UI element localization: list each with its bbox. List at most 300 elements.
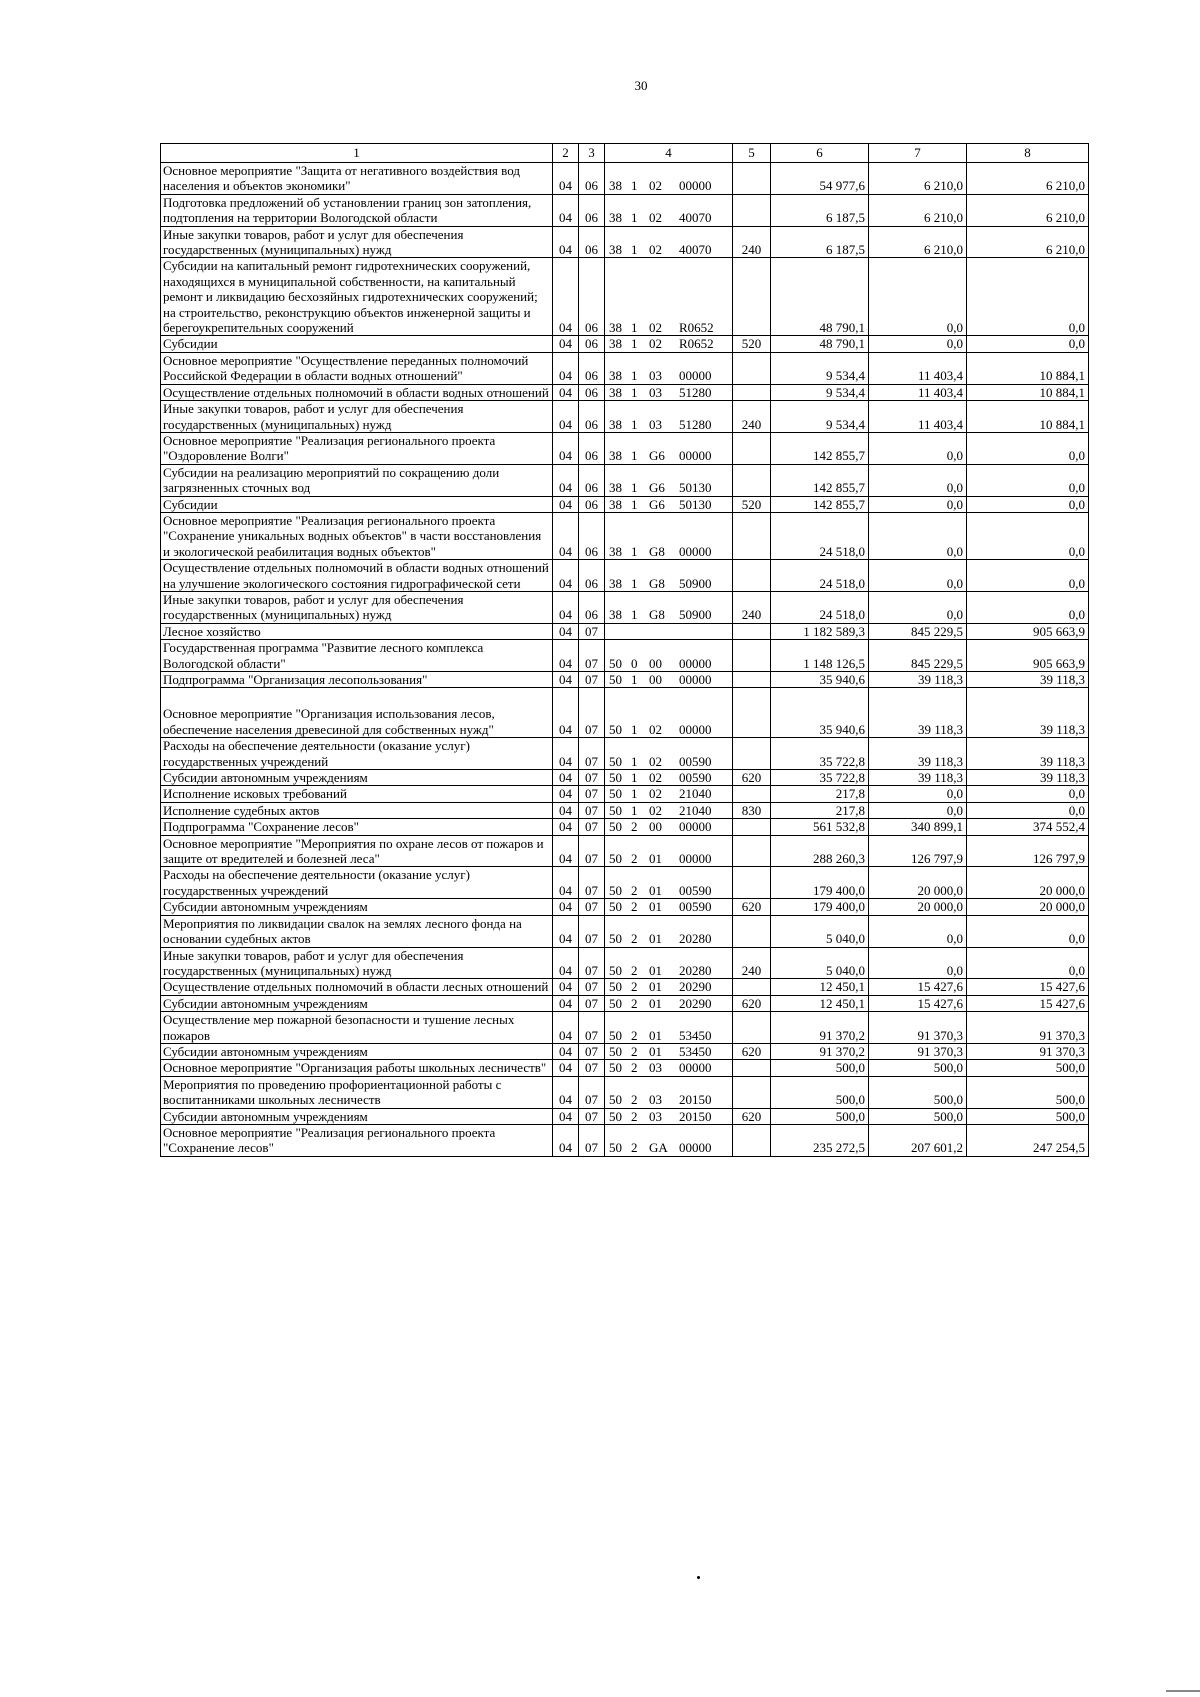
section-code: 04: [553, 786, 579, 802]
amount-col-8: 0,0: [967, 464, 1089, 496]
row-name: Расходы на обеспечение деятельности (оказание услуг) государственных учреждений: [161, 867, 553, 899]
amount-col-6: 1 182 589,3: [771, 623, 869, 639]
amount-col-8: 15 427,6: [967, 995, 1089, 1011]
row-name: Основное мероприятие "Защита от негативного воздействия вод населения и объектов экономики": [161, 163, 553, 195]
amount-col-7: 20 000,0: [869, 867, 967, 899]
target-article-code: [605, 899, 733, 915]
target-article-part-2: 2: [631, 962, 638, 978]
row-name: Субсидии: [161, 336, 553, 352]
section-code: 04: [553, 163, 579, 195]
subsection-code: 07: [579, 688, 605, 738]
target-article-code: [605, 688, 733, 738]
target-article-code: [605, 401, 733, 433]
amount-col-8: 0,0: [967, 560, 1089, 592]
target-article-part-4: 53450: [679, 1043, 712, 1059]
target-article-part-2: 1: [631, 770, 638, 786]
target-article-code: [605, 623, 733, 639]
amount-col-8: 500,0: [967, 1060, 1089, 1076]
amount-col-6: 142 855,7: [771, 496, 869, 512]
amount-col-7: 15 427,6: [869, 995, 967, 1011]
target-article-part-1: 50: [609, 721, 622, 737]
subsection-code: 06: [579, 464, 605, 496]
amount-col-8: 126 797,9: [967, 835, 1089, 867]
target-article-code: [605, 835, 733, 867]
expense-type-code: [733, 384, 771, 400]
subsection-code: 07: [579, 819, 605, 835]
amount-col-8: 39 118,3: [967, 672, 1089, 688]
target-article-part-3: 02: [649, 336, 662, 352]
subsection-code: 07: [579, 835, 605, 867]
section-code: 04: [553, 194, 579, 226]
target-article-part-1: 38: [609, 416, 622, 432]
table-row: [161, 352, 1089, 384]
expense-type-code: [733, 623, 771, 639]
target-article-part-3: 02: [649, 770, 662, 786]
expense-type-code: [733, 672, 771, 688]
subsection-code: 07: [579, 1108, 605, 1124]
amount-col-6: 35 722,8: [771, 770, 869, 786]
subsection-code: 07: [579, 899, 605, 915]
target-article-part-1: 38: [609, 480, 622, 496]
target-article-part-2: 1: [631, 368, 638, 384]
target-article-part-1: 38: [609, 210, 622, 226]
target-article-part-3: 02: [649, 721, 662, 737]
amount-col-7: 0,0: [869, 947, 967, 979]
target-article-part-4: 00000: [679, 672, 712, 687]
target-article-part-3: 03: [649, 1092, 662, 1108]
expense-type-code: [733, 560, 771, 592]
table-row: [161, 995, 1089, 1011]
table-row: [161, 496, 1089, 512]
subsection-code: 06: [579, 512, 605, 559]
row-name: Основное мероприятие "Реализация регионального проекта "Сохранение уникальных водных объектов" в части восстановления и экологической реабилитация водных объектов": [161, 512, 553, 559]
target-article-part-3: 00: [649, 672, 662, 687]
expense-type-code: [733, 1060, 771, 1076]
target-article-part-2: 1: [631, 242, 638, 258]
amount-col-6: 500,0: [771, 1108, 869, 1124]
expense-type-code: 520: [733, 336, 771, 352]
target-article-part-2: 2: [631, 819, 638, 835]
amount-col-8: 6 210,0: [967, 163, 1089, 195]
section-code: 04: [553, 512, 579, 559]
amount-col-6: 179 400,0: [771, 899, 869, 915]
section-code: 04: [553, 738, 579, 770]
target-article-code: [605, 640, 733, 672]
target-article-part-4: 50130: [679, 496, 712, 512]
page-number: 30: [634, 78, 648, 93]
target-article-part-3: 01: [649, 1043, 662, 1059]
target-article-part-1: 38: [609, 320, 622, 336]
expense-type-code: [733, 915, 771, 947]
subsection-code: 07: [579, 1060, 605, 1076]
table-row: [161, 770, 1089, 786]
budget-table: [160, 143, 1089, 1157]
row-name: Подпрограмма "Организация лесопользования": [161, 672, 553, 688]
target-article-code: [605, 258, 733, 336]
target-article-part-4: 20150: [679, 1108, 712, 1124]
section-code: 04: [553, 1076, 579, 1108]
target-article-part-1: 50: [609, 753, 622, 769]
target-article-part-3: 03: [649, 1108, 662, 1124]
expense-type-code: [733, 432, 771, 464]
expense-type-code: [733, 979, 771, 995]
target-article-part-2: 1: [631, 786, 638, 802]
scan-edge-mark: [1166, 1690, 1200, 1692]
target-article-part-4: 00000: [679, 178, 712, 194]
target-article-part-3: G6: [649, 496, 665, 512]
target-article-part-4: 50900: [679, 607, 712, 623]
table-row: [161, 786, 1089, 802]
target-article-part-4: 00000: [679, 1060, 712, 1076]
row-name: Субсидии на реализацию мероприятий по сокращению доли загрязненных сточных вод: [161, 464, 553, 496]
target-article-part-1: 50: [609, 1043, 622, 1059]
section-code: 04: [553, 915, 579, 947]
subsection-code: 06: [579, 560, 605, 592]
table-row: [161, 915, 1089, 947]
target-article-part-2: 2: [631, 851, 638, 867]
expense-type-code: 620: [733, 899, 771, 915]
target-article-part-2: 2: [631, 979, 638, 995]
amount-col-6: 6 187,5: [771, 194, 869, 226]
section-code: 04: [553, 464, 579, 496]
amount-col-7: 340 899,1: [869, 819, 967, 835]
target-article-code: [605, 194, 733, 226]
col-header-2: 2: [553, 144, 579, 163]
row-name: Основное мероприятие "Организация использования лесов, обеспечение населения древесиной для собственных нужд": [161, 688, 553, 738]
amount-col-8: 0,0: [967, 512, 1089, 559]
target-article-part-1: 50: [609, 979, 622, 995]
target-article-part-2: 1: [631, 496, 638, 512]
amount-col-8: 0,0: [967, 786, 1089, 802]
amount-col-7: 0,0: [869, 336, 967, 352]
target-article-part-3: G8: [649, 607, 665, 623]
amount-col-8: 6 210,0: [967, 194, 1089, 226]
target-article-part-3: 01: [649, 962, 662, 978]
target-article-code: [605, 979, 733, 995]
expense-type-code: [733, 464, 771, 496]
section-code: 04: [553, 336, 579, 352]
amount-col-7: 845 229,5: [869, 623, 967, 639]
target-article-part-1: 50: [609, 995, 622, 1011]
target-article-part-1: 38: [609, 384, 622, 400]
subsection-code: 07: [579, 947, 605, 979]
target-article-part-2: 1: [631, 480, 638, 496]
target-article-part-4: 20280: [679, 931, 712, 947]
section-code: 04: [553, 1108, 579, 1124]
target-article-part-2: 2: [631, 1108, 638, 1124]
row-name: Основное мероприятие "Реализация регионального проекта "Сохранение лесов": [161, 1124, 553, 1156]
amount-col-7: 91 370,3: [869, 1012, 967, 1044]
target-article-part-4: 00000: [679, 655, 712, 671]
target-article-part-3: G8: [649, 543, 665, 559]
amount-col-6: 91 370,2: [771, 1012, 869, 1044]
target-article-code: [605, 560, 733, 592]
amount-col-7: 0,0: [869, 786, 967, 802]
subsection-code: 07: [579, 1043, 605, 1059]
target-article-code: [605, 591, 733, 623]
target-article-part-2: 1: [631, 607, 638, 623]
expense-type-code: [733, 163, 771, 195]
expense-type-code: [733, 512, 771, 559]
expense-type-code: 520: [733, 496, 771, 512]
amount-col-7: 0,0: [869, 915, 967, 947]
amount-col-6: 500,0: [771, 1076, 869, 1108]
target-article-part-3: G6: [649, 480, 665, 496]
amount-col-7: 39 118,3: [869, 688, 967, 738]
target-article-part-3: 01: [649, 851, 662, 867]
target-article-part-3: 02: [649, 802, 662, 818]
table-row: [161, 802, 1089, 818]
amount-col-8: 39 118,3: [967, 688, 1089, 738]
row-name: Подготовка предложений об установлении границ зон затопления, подтопления на территории Вологодской области: [161, 194, 553, 226]
target-article-part-2: 2: [631, 1043, 638, 1059]
section-code: 04: [553, 1124, 579, 1156]
target-article-code: [605, 432, 733, 464]
target-article-part-2: 1: [631, 448, 638, 464]
amount-col-8: 905 663,9: [967, 640, 1089, 672]
target-article-code: [605, 464, 733, 496]
table-row: [161, 1012, 1089, 1044]
target-article-part-4: 40070: [679, 210, 712, 226]
target-article-part-4: 00000: [679, 1140, 712, 1156]
table-row: [161, 640, 1089, 672]
amount-col-8: 0,0: [967, 258, 1089, 336]
col-header-1: 1: [161, 144, 553, 163]
row-name: Осуществление мер пожарной безопасности и тушение лесных пожаров: [161, 1012, 553, 1044]
target-article-part-1: 50: [609, 1027, 622, 1043]
target-article-code: [605, 1124, 733, 1156]
target-article-part-1: 38: [609, 178, 622, 194]
subsection-code: 06: [579, 401, 605, 433]
target-article-part-3: GA: [649, 1140, 668, 1156]
section-code: 04: [553, 1060, 579, 1076]
row-name: Субсидии автономным учреждениям: [161, 1043, 553, 1059]
amount-col-6: 142 855,7: [771, 432, 869, 464]
target-article-part-4: 00000: [679, 543, 712, 559]
amount-col-7: 11 403,4: [869, 401, 967, 433]
target-article-part-4: 00000: [679, 851, 712, 867]
row-name: Иные закупки товаров, работ и услуг для обеспечения государственных (муниципальных) нужд: [161, 401, 553, 433]
subsection-code: 07: [579, 802, 605, 818]
amount-col-8: 0,0: [967, 591, 1089, 623]
expense-type-code: [733, 819, 771, 835]
amount-col-7: 0,0: [869, 258, 967, 336]
target-article-part-2: 2: [631, 931, 638, 947]
table-body: [161, 163, 1089, 1157]
section-code: 04: [553, 591, 579, 623]
target-article-part-2: 0: [631, 655, 638, 671]
target-article-part-1: 50: [609, 655, 622, 671]
amount-col-8: 374 552,4: [967, 819, 1089, 835]
target-article-part-3: 03: [649, 416, 662, 432]
amount-col-7: 500,0: [869, 1060, 967, 1076]
target-article-part-2: 2: [631, 1027, 638, 1043]
amount-col-8: 0,0: [967, 336, 1089, 352]
amount-col-7: 0,0: [869, 464, 967, 496]
target-article-part-2: 2: [631, 1092, 638, 1108]
amount-col-8: 0,0: [967, 915, 1089, 947]
amount-col-6: 54 977,6: [771, 163, 869, 195]
row-name: Основное мероприятие "Организация работы школьных лесничеств": [161, 1060, 553, 1076]
amount-col-6: 179 400,0: [771, 867, 869, 899]
table-row: [161, 401, 1089, 433]
subsection-code: 06: [579, 384, 605, 400]
subsection-code: 06: [579, 194, 605, 226]
subsection-code: 07: [579, 786, 605, 802]
amount-col-6: 500,0: [771, 1060, 869, 1076]
row-name: Лесное хозяйство: [161, 623, 553, 639]
target-article-part-3: 01: [649, 995, 662, 1011]
target-article-part-4: 50900: [679, 575, 712, 591]
amount-col-7: 11 403,4: [869, 384, 967, 400]
amount-col-8: 15 427,6: [967, 979, 1089, 995]
amount-col-6: 235 272,5: [771, 1124, 869, 1156]
target-article-part-3: 01: [649, 899, 662, 915]
target-article-part-3: 00: [649, 655, 662, 671]
amount-col-7: 0,0: [869, 560, 967, 592]
expense-type-code: 240: [733, 226, 771, 258]
section-code: 04: [553, 899, 579, 915]
table-row: [161, 688, 1089, 738]
row-name: Иные закупки товаров, работ и услуг для обеспечения государственных (муниципальных) нужд: [161, 226, 553, 258]
target-article-part-3: G6: [649, 448, 665, 464]
amount-col-6: 217,8: [771, 786, 869, 802]
target-article-code: [605, 915, 733, 947]
target-article-part-1: 38: [609, 543, 622, 559]
amount-col-8: 500,0: [967, 1108, 1089, 1124]
table-row: [161, 819, 1089, 835]
target-article-part-4: 00590: [679, 753, 712, 769]
row-name: Расходы на обеспечение деятельности (оказание услуг) государственных учреждений: [161, 738, 553, 770]
subsection-code: 07: [579, 995, 605, 1011]
target-article-code: [605, 819, 733, 835]
amount-col-7: 0,0: [869, 512, 967, 559]
expense-type-code: 620: [733, 770, 771, 786]
amount-col-8: 91 370,3: [967, 1043, 1089, 1059]
target-article-part-1: 38: [609, 336, 622, 352]
table-row: [161, 226, 1089, 258]
subsection-code: 06: [579, 591, 605, 623]
expense-type-code: [733, 194, 771, 226]
target-article-code: [605, 995, 733, 1011]
amount-col-7: 500,0: [869, 1108, 967, 1124]
table-row: [161, 258, 1089, 336]
target-article-part-3: 02: [649, 242, 662, 258]
table-row: [161, 512, 1089, 559]
amount-col-7: 39 118,3: [869, 770, 967, 786]
target-article-part-2: 2: [631, 1060, 638, 1076]
target-article-part-1: 50: [609, 1060, 622, 1076]
section-code: 04: [553, 770, 579, 786]
subsection-code: 07: [579, 1076, 605, 1108]
table-row: [161, 591, 1089, 623]
table-row: [161, 1060, 1089, 1076]
amount-col-8: 39 118,3: [967, 770, 1089, 786]
target-article-part-4: 00590: [679, 882, 712, 898]
amount-col-7: 845 229,5: [869, 640, 967, 672]
amount-col-7: 126 797,9: [869, 835, 967, 867]
table-row: [161, 464, 1089, 496]
amount-col-6: 48 790,1: [771, 336, 869, 352]
target-article-part-2: 1: [631, 575, 638, 591]
amount-col-6: 5 040,0: [771, 947, 869, 979]
subsection-code: 07: [579, 640, 605, 672]
amount-col-8: 91 370,3: [967, 1012, 1089, 1044]
amount-col-6: 12 450,1: [771, 979, 869, 995]
target-article-part-3: 03: [649, 384, 662, 400]
table-row: [161, 384, 1089, 400]
amount-col-6: 24 518,0: [771, 560, 869, 592]
target-article-part-4: 00590: [679, 770, 712, 786]
target-article-part-1: 38: [609, 575, 622, 591]
target-article-part-2: 1: [631, 416, 638, 432]
target-article-part-4: 20280: [679, 962, 712, 978]
target-article-code: [605, 770, 733, 786]
section-code: 04: [553, 947, 579, 979]
expense-type-code: [733, 1076, 771, 1108]
target-article-part-1: 50: [609, 786, 622, 802]
subsection-code: 06: [579, 336, 605, 352]
amount-col-8: 905 663,9: [967, 623, 1089, 639]
column-number-row: [161, 144, 1089, 163]
amount-col-6: 5 040,0: [771, 915, 869, 947]
target-article-part-4: R0652: [679, 336, 714, 352]
target-article-part-4: R0652: [679, 320, 714, 336]
section-code: 04: [553, 496, 579, 512]
expense-type-code: 620: [733, 1043, 771, 1059]
row-name: Мероприятия по проведению профориентационной работы с воспитанниками школьных лесничеств: [161, 1076, 553, 1108]
target-article-part-1: 50: [609, 1140, 622, 1156]
target-article-part-2: 1: [631, 753, 638, 769]
row-name: Субсидии автономным учреждениям: [161, 770, 553, 786]
amount-col-8: 10 884,1: [967, 352, 1089, 384]
amount-col-8: 20 000,0: [967, 867, 1089, 899]
amount-col-8: 0,0: [967, 432, 1089, 464]
target-article-part-4: 00000: [679, 819, 712, 835]
row-name: Осуществление отдельных полномочий в области водных отношений: [161, 384, 553, 400]
section-code: 04: [553, 819, 579, 835]
scan-dot: [697, 1576, 700, 1579]
row-name: Субсидии: [161, 496, 553, 512]
target-article-code: [605, 1043, 733, 1059]
amount-col-6: 9 534,4: [771, 401, 869, 433]
section-code: 04: [553, 640, 579, 672]
expense-type-code: [733, 835, 771, 867]
section-code: 04: [553, 560, 579, 592]
target-article-part-3: 02: [649, 320, 662, 336]
amount-col-8: 39 118,3: [967, 738, 1089, 770]
target-article-part-1: 38: [609, 448, 622, 464]
amount-col-6: 12 450,1: [771, 995, 869, 1011]
amount-col-6: 35 722,8: [771, 738, 869, 770]
amount-col-8: 247 254,5: [967, 1124, 1089, 1156]
amount-col-7: 0,0: [869, 432, 967, 464]
amount-col-7: 6 210,0: [869, 194, 967, 226]
target-article-part-1: 50: [609, 672, 622, 687]
target-article-code: [605, 512, 733, 559]
subsection-code: 07: [579, 979, 605, 995]
target-article-part-4: 21040: [679, 786, 712, 802]
amount-col-8: 0,0: [967, 947, 1089, 979]
target-article-code: [605, 1060, 733, 1076]
target-article-part-2: 2: [631, 995, 638, 1011]
subsection-code: 07: [579, 672, 605, 688]
target-article-part-1: 50: [609, 770, 622, 786]
table-row: [161, 194, 1089, 226]
amount-col-7: 207 601,2: [869, 1124, 967, 1156]
table-row: [161, 1043, 1089, 1059]
expense-type-code: 620: [733, 1108, 771, 1124]
